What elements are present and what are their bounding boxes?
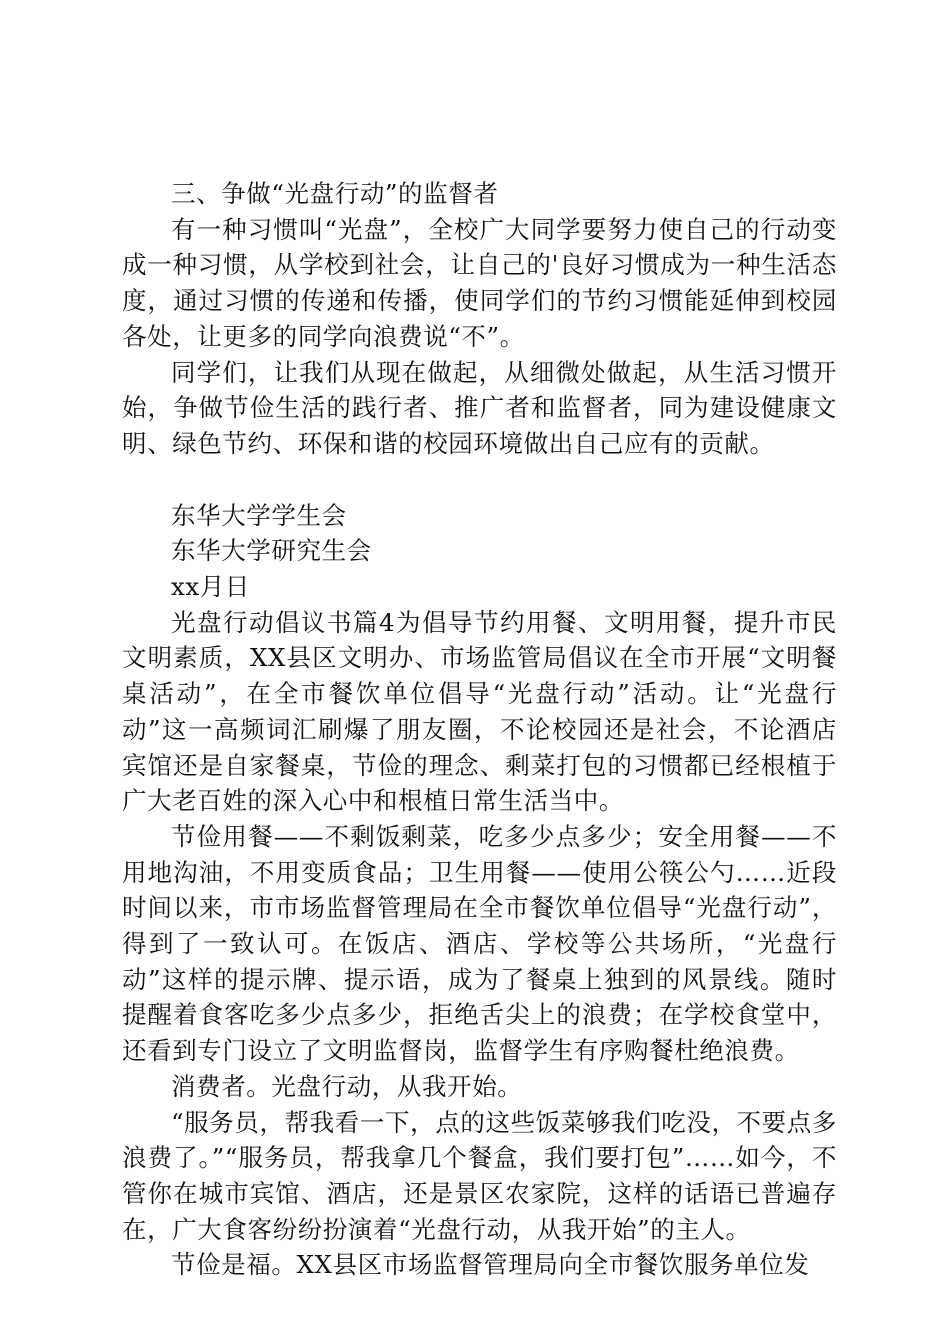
- body-paragraph: “服务员，帮我看一下，点的这些饭菜够我们吃没，不要点多浪费了。”“服务员，帮我拿几个餐盒，我们要打包”……如今，不管你在城市宾馆、酒店，还是景区农家院，这样的话语已普遍存在，广大食客纷纷扮演着“光盘行动，从我开始”的主人。: [122, 1107, 837, 1244]
- body-paragraph: 节俭用餐——不剩饭剩菜，吃多少点多少；安全用餐——不用地沟油，不用变质食品；卫生用餐——使用公筷公勺……近段时间以来，市市场监督管理局在全市餐饮单位倡导“光盘行动”，得到了一致认可。在饭店、酒店、学校等公共场所，“光盘行动”这样的提示牌、提示语，成为了餐桌上独到的风景线。随时提醒着食客吃多少点多少，拒绝舌尖上的浪费；在学校食堂中，还看到专门设立了文明监督岗，监督学生有序购餐杜绝浪费。: [122, 821, 837, 1066]
- body-paragraph: 消费者。光盘行动，从我开始。: [171, 1071, 523, 1101]
- body-paragraph: 节俭是福。XX县区市场监督管理局向全市餐饮服务单位发: [171, 1250, 810, 1280]
- signature-org-2: 东华大学研究生会: [171, 536, 372, 566]
- section-heading: 三、争做“光盘行动”的监督者: [171, 179, 499, 208]
- signature-org-1: 东华大学学生会: [171, 500, 347, 530]
- paragraph-gap: [122, 462, 837, 498]
- body-paragraph: 同学们，让我们从现在做起，从细微处做起，从生活习惯开始，争做节俭生活的践行者、推广者和监督者，同为建设健康文明、绿色节约、环保和谐的校园环境做出自己应有的贡献。: [122, 357, 837, 458]
- body-paragraph: 有一种习惯叫“光盘”，全校广大同学要努力使自己的行动变成一种习惯，从学校到社会，让自己的'良好习惯成为一种生活态度，通过习惯的传递和传播，使同学们的节约习惯能延伸到校园各处，让更多的同学向浪费说“不”。: [122, 214, 837, 351]
- document-body: [122, 176, 837, 1283]
- body-paragraph: 光盘行动倡议书篇4为倡导节约用餐、文明用餐，提升市民文明素质，XX县区文明办、市场监管局倡议在全市开展“文明餐桌活动”，在全市餐饮单位倡导“光盘行动”活动。让“光盘行动”这一高频词汇刷爆了朋友圈，不论校园还是社会，不论酒店宾馆还是自家餐桌，节俭的理念、剩菜打包的习惯都已经根植于广大老百姓的深入心中和根植日常生活当中。: [122, 607, 837, 816]
- signature-date: xx月日: [171, 572, 251, 602]
